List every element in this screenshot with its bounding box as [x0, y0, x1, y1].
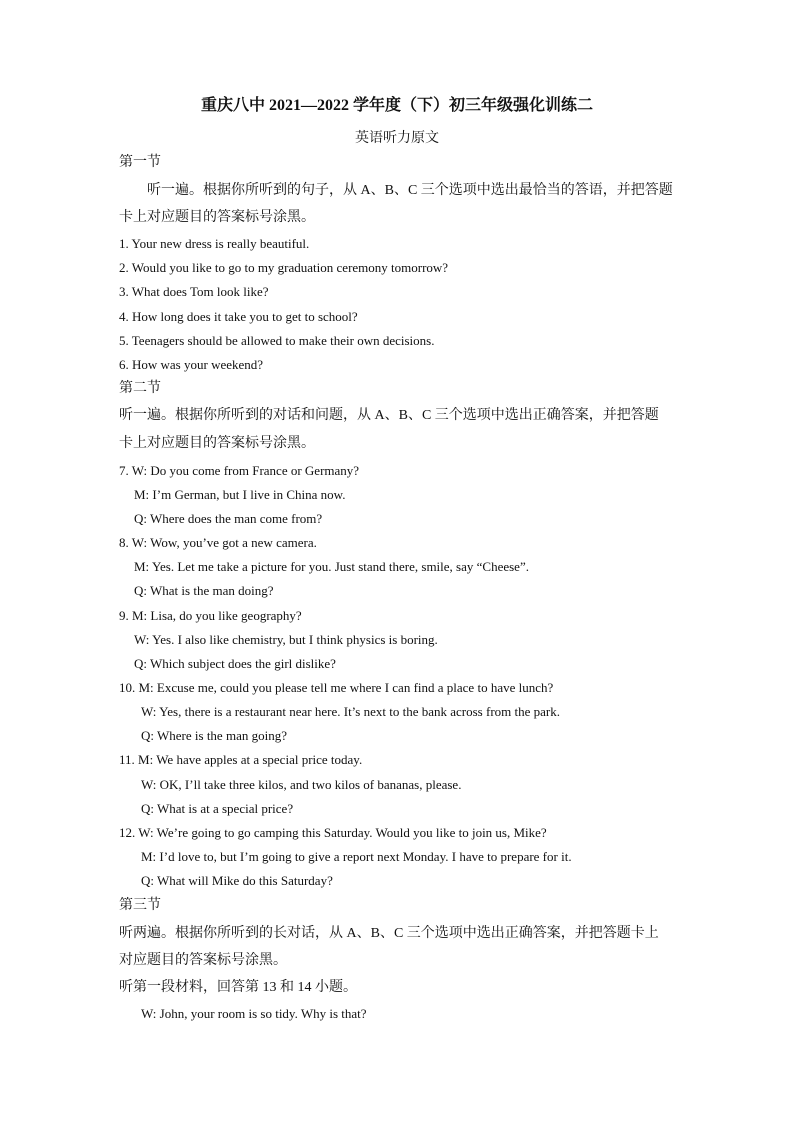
- dialogue-line: W: Yes, there is a restaurant near here. It’s next to the bank across from the park.: [141, 704, 560, 719]
- section1-item: 6. How was your weekend?: [119, 357, 264, 372]
- dialogue-line: 11. M: We have apples at a special price today.: [119, 752, 363, 767]
- dialogue-line: M: Yes. Let me take a picture for you. Just stand there, smile, say “Cheese”.: [134, 559, 529, 574]
- section2-heading: 第二节: [119, 381, 161, 396]
- dialogue-line: 7. W: Do you come from France or Germany?: [119, 463, 360, 478]
- dialogue-line: M: I’m German, but I live in China now.: [134, 487, 346, 502]
- section2-instruction-line2: 卡上对应题目的答案标号涂黑。: [119, 436, 315, 451]
- dialogue-line: 8. W: Wow, you’ve got a new camera.: [119, 535, 317, 550]
- section1-instruction-line1: 听一遍。根据你所听到的句子，从 A、B、C 三个选项中选出最恰当的答语，并把答题: [147, 183, 673, 198]
- section1-item: 2. Would you like to go to my graduation ceremony tomorrow?: [119, 260, 449, 275]
- dialogue-line: Q: What is the man doing?: [134, 583, 274, 598]
- section1-item: 5. Teenagers should be allowed to make their own decisions.: [119, 333, 435, 348]
- section1-item: 3. What does Tom look like?: [119, 284, 269, 299]
- section1-heading: 第一节: [119, 155, 161, 170]
- dialogue-line: 9. M: Lisa, do you like geography?: [119, 608, 302, 623]
- section3-instruction-line1: 听两遍。根据你所听到的长对话，从 A、B、C 三个选项中选出正确答案，并把答题卡上: [119, 926, 659, 941]
- section2-instruction-line1: 听一遍。根据你所听到的对话和问题，从 A、B、C 三个选项中选出正确答案，并把答题: [119, 408, 659, 423]
- section1-instruction-line2: 卡上对应题目的答案标号涂黑。: [119, 210, 315, 225]
- section1-item: 4. How long does it take you to get to school?: [119, 309, 358, 324]
- dialogue-line: Q: Where is the man going?: [141, 728, 287, 743]
- dialogue-line: 10. M: Excuse me, could you please tell me where I can find a place to have lunch?: [119, 680, 554, 695]
- dialogue-line: W: John, your room is so tidy. Why is that?: [141, 1006, 367, 1021]
- dialogue-line: Q: Where does the man come from?: [134, 511, 323, 526]
- section3-heading: 第三节: [119, 898, 161, 913]
- document-subtitle: 英语听力原文: [355, 131, 439, 146]
- document-title: 重庆八中 2021—2022 学年度（下）初三年级强化训练二: [200, 97, 593, 114]
- dialogue-line: Q: What is at a special price?: [141, 801, 294, 816]
- dialogue-line: Q: What will Mike do this Saturday?: [141, 873, 333, 888]
- section3-instruction-line2: 对应题目的答案标号涂黑。: [119, 953, 287, 968]
- dialogue-line: W: Yes. I also like chemistry, but I think physics is boring.: [134, 632, 438, 647]
- section3-material-intro: 听第一段材料，回答第 13 和 14 小题。: [119, 980, 357, 995]
- dialogue-line: Q: Which subject does the girl dislike?: [134, 656, 336, 671]
- dialogue-line: M: I’d love to, but I’m going to give a report next Monday. I have to prepare for it.: [141, 849, 572, 864]
- dialogue-line: W: OK, I’ll take three kilos, and two kilos of bananas, please.: [141, 777, 462, 792]
- dialogue-line: 12. W: We’re going to go camping this Saturday. Would you like to join us, Mike?: [119, 825, 547, 840]
- section1-item: 1. Your new dress is really beautiful.: [119, 236, 310, 251]
